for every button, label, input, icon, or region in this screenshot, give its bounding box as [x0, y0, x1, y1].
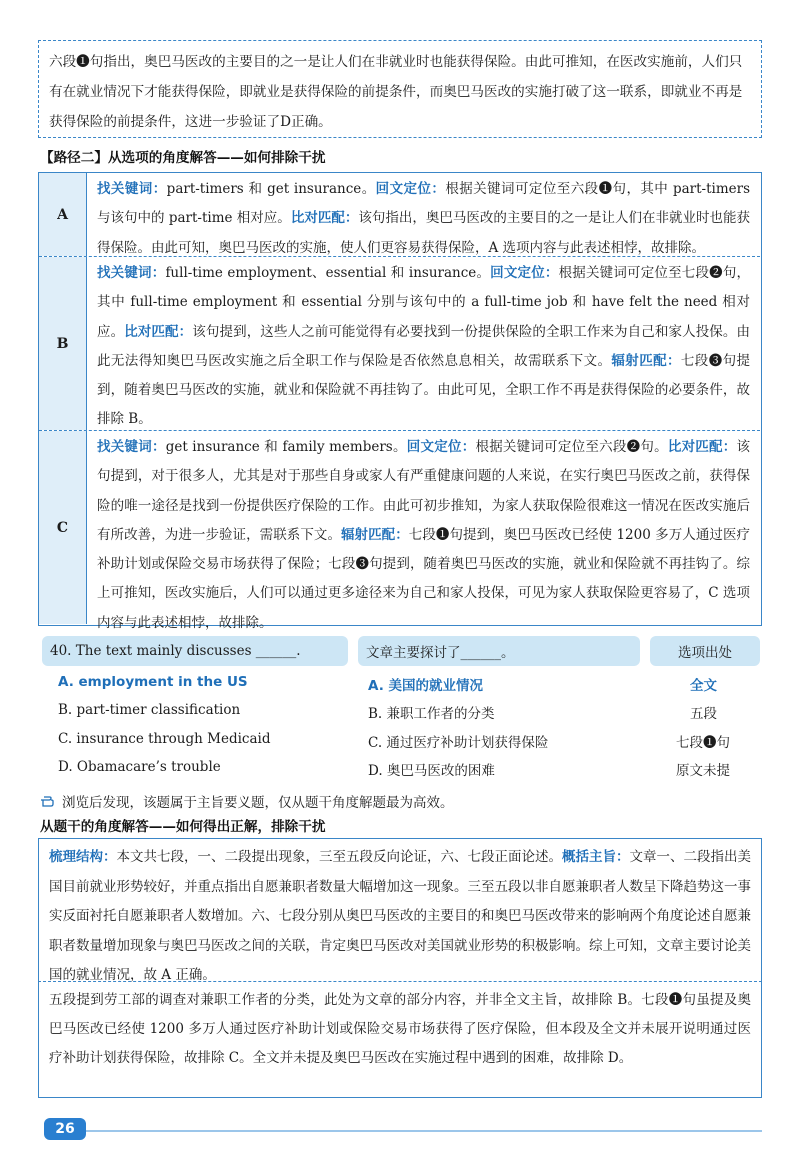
exclusion-box: [38, 982, 762, 1098]
option-b-source: 五段: [690, 706, 717, 722]
option-row-c: [39, 430, 760, 631]
option-b-cn: B. 兼职工作者的分类: [368, 706, 495, 722]
top-box-text: 六段❶句指出，奥巴马医改的主要目的之一是让人们在非就业时也能获得保险。由此可推知，在医改实施前，人们只有在就业情况下才能获得保险，即就业是获得保险的前提条件，而奥巴马医改的实施打破了这一联系，即就业不再是获得保险的前提条件，这进一步验证了D正确。: [49, 54, 743, 130]
pointing-hand-icon: [40, 794, 56, 808]
option-analysis: 找关键词：get insurance 和 family members。回文定位：根据关键词可定位至六段❷句。比对匹配：该句提到，对于很多人，尤其是对于那些自身或家人有严重健康问题的人来说，在实行奥巴马医改之前，获得保险的唯一途径是找到一份提供医疗保险的工作。由此可初步推知，为家人获取保险很难这一情况在医改实施后有所改善，为进一步验证，需联系下文。辐射匹配：七段❶句提到，奥巴马医改已经使 1200 多万人通过医疗补助计划或保险交易市场获得了保险；七段❸句提到，随着奥巴马医改的实施，就业和保险就不再挂钩了。综上可推知，医改实施后，人们可以通过更多途径来为自己和家人投保，可见为家人获取保险更容易了，C 选项内容与此表述相悖，故排除。: [97, 439, 751, 631]
page-number: 26: [44, 1118, 86, 1140]
option-d-cn: D. 奥巴马医改的困难: [368, 763, 495, 779]
option-row-a: [39, 173, 760, 256]
option-c-cn: C. 通过医疗补助计划获得保险: [368, 735, 549, 751]
option-b-en: B. part-timer classification: [58, 702, 241, 718]
question-stem-cn: 文章主要探讨了______。: [358, 636, 640, 666]
option-c-source: 七段❶句: [676, 735, 730, 751]
option-d-source: 原文未提: [676, 763, 730, 779]
option-d-en: D. Obamacare’s trouble: [58, 759, 221, 775]
tip-text: 浏览后发现，该题属于主旨要义题，仅从题干角度解题最为高效。: [62, 795, 454, 811]
options-analysis-table: [38, 172, 762, 631]
option-a-en: A. employment in the US: [58, 674, 248, 690]
option-letter: C: [39, 431, 87, 624]
option-letter: A: [39, 173, 87, 256]
option-analysis: 找关键词：part-timers 和 get insurance。回文定位：根据关键词可定位至六段❶句，其中 part-timers 与该句中的 part-time 相对应。比对匹配：该句指出，奥巴马医改的主要目的之一是让人们在非就业时也能获得保险。由此可知，奥巴马医改的实施，使人们更容易获得保险，A 选项内容与此表述相悖，故排除。: [97, 181, 751, 256]
structure-label: 梳理结构：: [49, 849, 117, 865]
option-analysis: 找关键词：full-time employment、essential 和 insurance。回文定位：根据关键词可定位至七段❷句，其中 full-time employment 和 essential 分别与该句中的 a full-time job 和 have felt the need 相对应。比对匹配：该句提到，这些人之前可能觉得有必要找到一份提供保险的全职工作来为自己和家人投保。由此无法得知奥巴马医改实施之后全职工作与保险是否依然息息相关，故需联系下文。辐射匹配：七段❸句提到，随着奥巴马医改的实施，就业和保险就不再挂钩了。由此可见，全职工作不再是获得保险的必要条件，故排除 B。: [97, 265, 751, 428]
exclusion-text: 五段提到劳工部的调查对兼职工作者的分类，此处为文章的部分内容，并非全文主旨，故排除 B。七段❶句虽提及奥巴马医改已经使 1200 多万人通过医疗补助计划或保险交易市场获得了医疗保险，但本段及全文并未展开说明通过医疗补助计划获得保险，故排除 C。全文并未提及奥巴马医改在实施过程中遇到的困难，故排除 D。: [49, 992, 751, 1066]
analysis-box-top: [38, 40, 762, 138]
footer-divider: [86, 1130, 762, 1132]
tip-note: [40, 791, 454, 811]
option-row-b: [39, 256, 760, 430]
option-letter: B: [39, 257, 87, 430]
option-a-cn: A. 美国的就业情况: [368, 678, 484, 694]
theme-label: 概括主旨：: [562, 849, 630, 865]
question-stem-en: 40. The text mainly discusses ______.: [42, 636, 348, 666]
option-c-en: C. insurance through Medicaid: [58, 731, 271, 747]
option-a-source: 全文: [690, 678, 717, 694]
stem-route-title: 从题干的角度解答——如何得出正解，排除干扰: [40, 819, 326, 835]
source-header: 选项出处: [650, 636, 760, 666]
route2-title: 【路径二】从选项的角度解答——如何排除干扰: [40, 150, 326, 166]
structure-summary-box: 梳理结构：本文共七段，一、二段提出现象，三至五段反向论证，六、七段正面论述。概括主旨：文章一、二段指出美国目前就业形势较好，并重点指出自愿兼职者数量大幅增加这一现象。三至五段以非自愿兼职者人数呈下降趋势这一事实反面衬托自愿兼职者人数增加。六、七段分别从奥巴马医改的主要目的和奥巴马医改带来的影响两个角度论述自愿兼职者数量增加现象与奥巴马医改之间的关联，肯定奥巴马医改对美国就业形势的积极影响。综上可知，文章主要讨论美国的就业情况，故 A 正确。: [38, 838, 762, 982]
